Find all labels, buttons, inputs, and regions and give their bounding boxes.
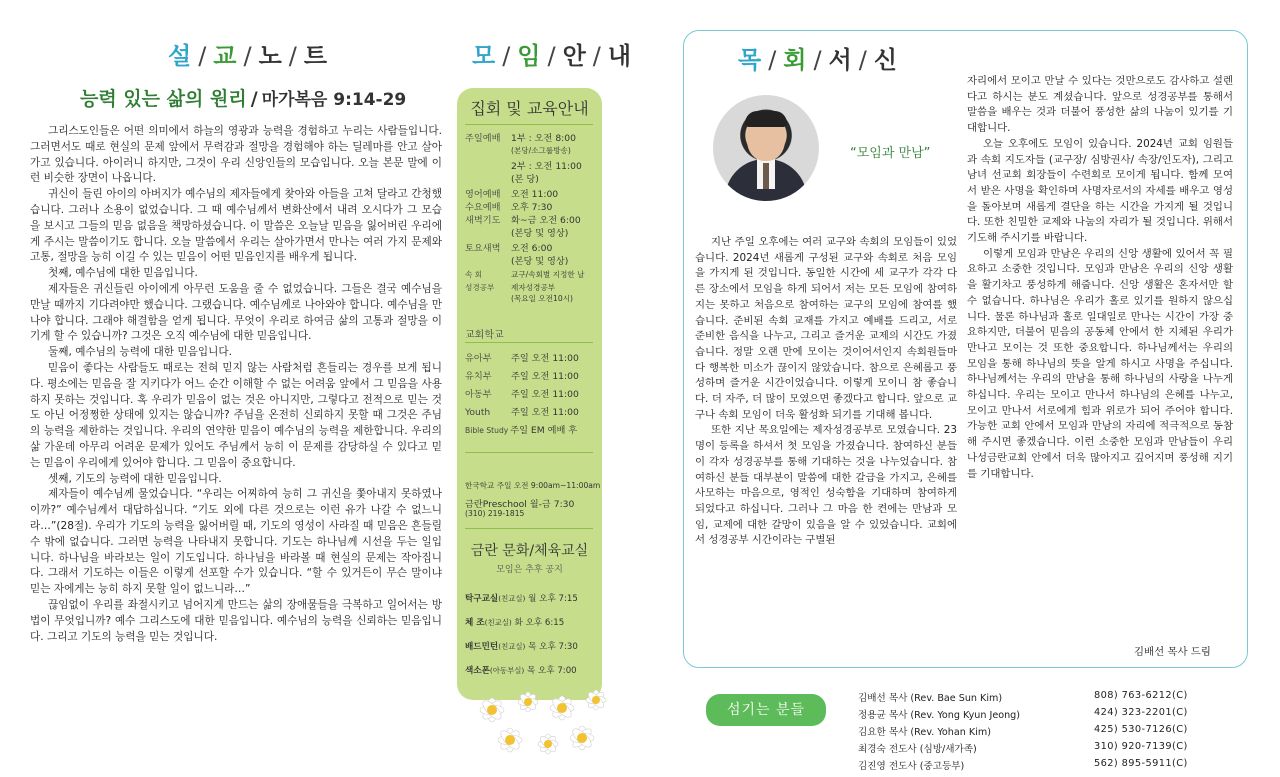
class-row: 배드민턴(친교실) 목 오후 7:30 xyxy=(465,642,578,652)
sermon-title: 능력 있는 삶의 원리 / 마가복음 9:14-29 xyxy=(80,88,407,110)
service-row: 수요예배 오후 7:30 xyxy=(465,202,553,213)
school-title: 교회학교 xyxy=(465,330,504,341)
daisy-decoration-icon xyxy=(470,680,620,770)
letter-paragraph: 자리에서 모이고 만날 수 있다는 것만으로도 감사하고 설렌다고 하시는 분도 계셨습니다. 앞으로 성경공부를 통해서 말씀을 배우는 것과 더불어 풍성한 삶의 나눔이 있기를 기대합니다. xyxy=(967,75,1233,135)
korean-school: 한국학교 주일 오전 9:00am~11:00am xyxy=(465,481,601,490)
preschool: 금란Preschool 월-금 7:30 xyxy=(465,499,575,510)
meeting-header: 모 / 임 / 안 / 내 xyxy=(472,42,633,70)
service-row: (본당 및 영상) xyxy=(511,228,569,239)
sermon-paragraph: 제자들이 예수님께 물었습니다. “우리는 어찌하여 능히 그 귀신을 쫓아내지 못하였나이까?” 예수님께서 대답하십니다. “기도 외에 다른 것으로는 이런 유가 나갈 수 없느니라…”(28절). 우리가 기도의 능력을 잃어버릴 때, 기도의 영성이 사라질 때 믿음은 흔들릴 수 밖에 없습니다. 그러면 능력을 나타내지 못합니다. 기도는 하나님께 시선을 두는 일입니다. 하나님을 바라보는 일이 기도입니다. 하나님을 바라볼 때 현실의 문제는 작아집니다. 그래서 기도하는 이들은 이렇게 선포할 수가 있습니다. “할 수 있거든이 무슨 말이냐 믿는 자에게는 능히 하지 못할 일이 없느니라…” xyxy=(30,488,442,596)
staff-name: 정용균 목사 (Rev. Yong Kyun Jeong) xyxy=(858,710,1021,721)
preschool-phone: (310) 219-1815 xyxy=(465,509,525,518)
letter-paragraph: 이렇게 모임과 만남은 우리의 신앙 생활에 있어서 꼭 필요하고 소중한 것입니다. 모임과 만남은 우리의 신앙 생활을 활기차고 풍성하게 해줍니다. 신앙 생활은 혼자서만 할 수 없습니다. 하나님은 우리가 홀로 있기를 원하지 않으십니다. 물론 하나님과 홀로 일대일로 만나는 시간이 가장 중요하지만, 더불어 믿음의 공동체 안에서 한 지체된 우리가 만나고 모이는 것 또한 중요합니다. 하나님께서는 우리의 모임을 통해 하나님의 뜻을 알게 하시고 사명을 주십니다. 하나님께서는 우리의 만남을 통해 하나님의 사랑을 나누게 하십니다. 우리는 모이고 만나서 하나님의 은혜를 나누고, 모이고 만나서 서로에게 힘과 위로가 되어 주어야 합니다. 가능한 교회 안에서 모임과 만남의 자리에 적극적으로 동참해 주시면 좋겠습니다. 이런 소중한 모임과 만남들이 우리 나성금란교회 안에서 더욱 많아지고 깊어지며 풍성해 지기를 기대합니다. xyxy=(967,247,1233,480)
service-row: 토요새벽 오전 6:00 xyxy=(465,243,553,254)
service-row: 새벽기도 화~금 오전 6:00 xyxy=(465,215,581,226)
staff-name: 김요한 목사 (Rev. Yohan Kim) xyxy=(858,727,991,738)
sermon-header: 설 / 교 / 노 / 트 xyxy=(168,42,329,70)
school-row: Bible Study 주일 EM 예배 후 xyxy=(465,425,578,436)
service-row: 2부 : 오전 11:00 xyxy=(511,161,582,172)
pastor-header: 목 / 회 / 서 / 신 xyxy=(738,46,899,74)
sermon-paragraph: 제자들은 귀신들린 아이에게 아무런 도움을 줄 수 없었습니다. 그들은 결국 예수님을 만날 때까지 기다려야만 했습니다. 그랬습니다. 예수님께로 나아와야 합니다. 예수님을 만나야 합니다. 그래야 해결함을 얻게 됩니다. 무엇이 우리로 하여금 삶의 고통과 절망을 이기게 할 수 있습니까? 그것은 오직 예수님에 대한 믿음입니다. xyxy=(30,282,442,343)
staff-phone: 562) 895-5911(C) xyxy=(1094,758,1188,769)
pastor-photo xyxy=(713,95,819,201)
meeting-panel-title: 집회 및 교육안내 xyxy=(470,99,589,118)
culture-subtitle: 모임은 추후 공지 xyxy=(496,565,563,575)
sermon-point: 첫째, 예수님에 대한 믿음입니다. xyxy=(48,267,198,280)
serving-staff-badge: 섬기는 분들 xyxy=(706,694,826,726)
service-row: (목요일 오전10시) xyxy=(511,294,574,303)
sermon-paragraph: 귀신이 들린 아이의 아버지가 예수님의 제자들에게 찾아와 아들을 고쳐 달라고 간청했습니다. 그러나 소용이 없었습니다. 그 때 예수님께서 변화산에서 내려 오시다가 그 모습을 보시고 그들의 믿음 없음을 책망하셨습니다. 이 말씀은 오늘날 믿음을 잃어버린 우리에게 주시는 말씀이기도 합니다. 오늘 말씀에서 우리는 살아가면서 만나는 여러 가지 문제와 고통, 절망을 능히 이길 수 있는 믿음이 어떤 믿음인지를 배우게 됩니다. xyxy=(30,188,442,264)
service-row: (본 당) xyxy=(511,174,539,185)
sermon-body xyxy=(30,124,442,645)
staff-name: 최경숙 전도사 (심방/새가족) xyxy=(858,744,977,755)
divider xyxy=(465,124,593,125)
staff-phone: 425) 530-7126(C) xyxy=(1094,724,1188,735)
service-row: (본당 및 영상) xyxy=(511,256,569,267)
school-row: 유아부 주일 오전 11:00 xyxy=(465,353,579,364)
service-row: 성경공부 제자성경공부 xyxy=(465,283,556,292)
staff-name: 김진영 전도사 (중고등부) xyxy=(858,761,965,772)
school-row: 유치부 주일 오전 11:00 xyxy=(465,371,579,382)
sermon-paragraph: 그리스도인들은 어떤 의미에서 하늘의 영광과 능력을 경험하고 누리는 사람들입니다. 그러면서도 때로 현실의 문제 앞에서 무력감과 절망을 경험해야 하는 딜레마를 안고 살아가고 있습니다. 아이러니 하지만, 그것이 우리 신앙인들의 모습입니다. 오늘 본문 말에 이런 비슷한 장면이 나옵니다. xyxy=(30,125,442,185)
divider xyxy=(465,342,593,343)
pastor-letter-subtitle: “모임과 만남” xyxy=(850,146,931,161)
letter-paragraph: 지난 주일 오후에는 여러 교구와 속회의 모임들이 있었습니다. 2024년 새롭게 구성된 교구와 속회로 처음 모임을 가지게 된 것입니다. 동일한 시간에 세 교구가 각각 다른 장소에서 모임을 하게 되어서 저는 모든 모임에 참여하지는 못하고 처음으로 참여하는 교구의 모임에 참여를 했습니다. 준비된 속회 교재를 가지고 예배를 드리고, 서로 준비한 음식을 나누고, 그리고 즐거운 교제의 시간도 가졌습니다. 정말 오랜 만에 모이는 것이어서인지 속회원들마다 행복한 미소가 끊이지 않았습니다. 참으로 은혜롭고 풍성하며 즐거운 시간이었습니다. 이렇게 모이니 참 좋습니다. 더 자주, 더 많이 모였으면 좋겠다고 합니다. 앞으로 교구나 속회 모임이 더욱 활성화 되기를 기대해 봅니다. xyxy=(695,236,957,421)
school-row: Youth 주일 오전 11:00 xyxy=(465,407,579,418)
culture-title: 금란 문화/체육교실 xyxy=(470,543,589,559)
sermon-paragraph: 끊임없이 우리를 좌절시키고 넘어지게 만드는 삶의 장애물들을 극복하고 일어서는 방법이 무엇입니까? 예수 그리스도에 대한 믿음입니다. 예수님의 능력을 신뢰하는 믿음입니다. 그리고 기도의 능력을 믿는 것입니다. xyxy=(30,598,442,643)
staff-phone: 310) 920-7139(C) xyxy=(1094,741,1188,752)
letter-paragraph: 또한 지난 목요일에는 제자성경공부로 모였습니다. 23명이 등록을 하셔서 첫 모임을 가졌습니다. 참여하신 분들이 각자 성경공부를 통해 기대하는 것을 나누었습니다. 참여하신 분들 대부분이 말씀에 대한 갈급을 가지고, 은혜를 사모하는 마음으로, 영적인 성숙함을 기대하며 참여하게 되었다고 하십니다. 그러나 그 마음 한 켠에는 만남과 모임, 교제에 대한 갈망이 있음을 알 수 있었습니다. 교회에서 성경공부 시간이라는 구별된 xyxy=(695,424,957,547)
sermon-point: 셋째, 기도의 능력에 대한 믿음입니다. xyxy=(48,472,222,485)
divider xyxy=(465,452,593,453)
service-row: 속 회 교구/속회별 지정한 날 xyxy=(465,270,585,279)
class-row: 체 조(친교실) 화 오후 6:15 xyxy=(465,618,565,628)
school-row: 아동부 주일 오전 11:00 xyxy=(465,389,579,400)
service-row: 주일예배 1부 : 오전 8:00 xyxy=(465,133,576,144)
sermon-point: 둘째, 예수님의 능력에 대한 믿음입니다. xyxy=(48,346,232,359)
staff-phone: 808) 763-6212(C) xyxy=(1094,690,1188,701)
pastor-signature: 김배선 목사 드림 xyxy=(1134,646,1211,658)
staff-name: 김배선 목사 (Rev. Bae Sun Kim) xyxy=(858,693,1003,704)
pastor-letter-left-column xyxy=(695,235,957,549)
staff-phone: 424) 323-2201(C) xyxy=(1094,707,1188,718)
letter-paragraph: 오늘 오후에도 모임이 있습니다. 2024년 교회 임원들과 속회 지도자들 (교구장/ 심방권사/ 속장/인도자), 그리고 남녀 선교회 회장들이 수련회로 모이게 됩니다. 함께 모여서 받은 사명을 확인하며 사명자로서의 자세를 배우고 영성을 돌아보며 새롭게 결단을 하는 시간을 가지게 될 것입니다. 또한 친밀한 교제와 나눔의 자리가 될 것입니다. 위해서 기도해 주시기를 바랍니다. xyxy=(967,137,1233,245)
meeting-panel xyxy=(457,88,602,700)
service-row: (본당/소그룹방송) xyxy=(511,146,571,155)
class-row: 탁구교실(친교실) 월 오후 7:15 xyxy=(465,594,578,604)
class-row: 색소폰(아동부실) 목 오후 7:00 xyxy=(465,666,577,676)
divider xyxy=(465,528,593,529)
pastor-letter-right-column xyxy=(967,74,1233,482)
service-row: 영어예배 오전 11:00 xyxy=(465,189,559,200)
sermon-paragraph: 믿음이 좋다는 사람들도 때로는 전혀 믿지 않는 사람처럼 흔들리는 경우를 보게 됩니다. 평소에는 믿음을 잘 지키다가 어느 순간 이해할 수 없는 어려움 앞에서 그 믿음을 사용하지 못하는 것입니다. 혹 우리가 믿음이 없는 것은 아니지만, 그렇다고 전적으로 믿는 것도 아닌 어정쩡한 상태에 있지는 않습니까? 주님을 온전히 신뢰하지 못할 때 그것은 주님의 능력을 제한하는 것입니다. 우리의 연약한 믿음이 예수님의 능력을 제한합니다. 우리의 삶 가운데 아무리 어려운 문제가 있어도 주님께서 능히 이 문제를 감당하실 수 있다고 믿는 믿음이 우리에게 있어야 합니다. 그 믿음이 중요합니다. xyxy=(30,361,442,469)
